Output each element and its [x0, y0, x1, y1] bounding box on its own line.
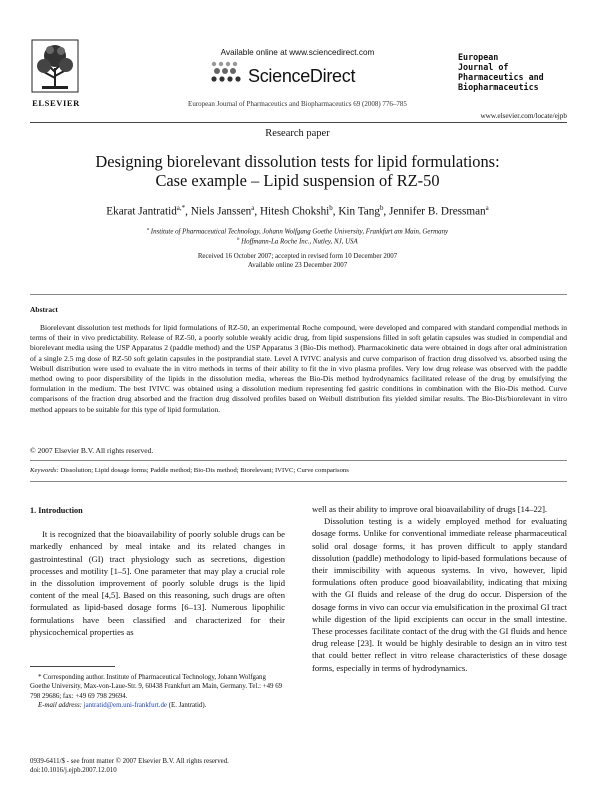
body-paragraph: Dissolution testing is a widely employed method for evaluating dosage forms. Unlike for conventional immediate release pharmaceutical solid oral dosage forms, it has proven difficult to apply standard dissolution (paddle) methodology to lipid-based formulations because of their immiscibility with aqueous systems. In vivo, however, lipid formulations often produce good bioavailability, indicating that mixing with the GI fluids and release of the drug do occur. Dispersion of the dosage forms in vivo can occur via emulsification in the proximal GI tract while digestion of the lipid excipients can occur in the small intestine. These processes facilitate contact of the drug with the GI fluids and hence drug release [23]. It would be highly desirable to design an in vitro test that could better reflect in vitro release characteristics of these dosage forms, especially in terms of hydrodynamics. [312, 516, 567, 673]
journal-badge-line: Pharmaceutics and [458, 72, 544, 82]
journal-citation: European Journal of Pharmaceutics and Biopharmaceutics 69 (2008) 776–785 [188, 100, 407, 108]
author-name[interactable]: Niels Janssen [190, 205, 252, 218]
email-label: E-mail address: [38, 701, 82, 709]
issn-line: 0939-6411/$ - see front matter © 2007 Elsevier B.V. All rights reserved. [30, 758, 229, 765]
author-name[interactable]: Jennifer B. Dressman [389, 205, 486, 218]
received-dates: Received 16 October 2007; accepted in revised form 10 December 2007 [197, 253, 398, 260]
affiliation-mark: a [146, 226, 150, 231]
sciencedirect-logo-text: ScienceDirect [248, 66, 356, 86]
journal-badge-line: Journal of [458, 62, 509, 72]
abstract-top-rule [30, 294, 567, 295]
affiliation-mark: a,* [176, 204, 186, 212]
journal-badge [458, 52, 566, 92]
article-type: Research paper [265, 128, 330, 139]
front-matter [30, 757, 229, 775]
journal-badge-line: European [458, 52, 499, 62]
footnote-rule [30, 666, 115, 667]
body-paragraph: well as their ability to improve oral bioavailability of drugs [14–22]. [312, 504, 548, 514]
keywords-list: Dissolution; Lipid dosage forms; Paddle method; Bio-Dis method; Biorelevant; IVIVC; Curve comparisons [60, 467, 349, 474]
journal-url-link[interactable]: www.elsevier.com/locate/ejpb [480, 112, 567, 120]
available-online-text[interactable]: Available online at www.sciencedirect.com [220, 48, 375, 57]
affiliation [0, 226, 595, 235]
header-divider [30, 122, 567, 123]
affiliation-mark: a [485, 204, 489, 212]
right-column [312, 503, 567, 674]
affiliation-mark: a [251, 204, 255, 212]
title-line: Designing biorelevant dissolution tests for lipid formulations: [95, 152, 500, 171]
article-title [0, 152, 595, 190]
footnote [30, 673, 285, 710]
left-column [30, 505, 285, 638]
doi-link[interactable]: doi:10.1016/j.ejpb.2007.12.010 [30, 767, 117, 775]
email-line [30, 701, 285, 710]
author-name[interactable]: Kin Tang [338, 205, 380, 218]
keywords [30, 467, 567, 474]
corresponding-author-note: * Corresponding author. Institute of Pharmaceutical Technology, Johann Wolfgang Goethe University, Max-von-Laue-Str. 9, 60438 Frankfurt am Main, Germany. Tel.: +49 69 798 29686; fax: +49 69 798 29694. [30, 674, 283, 700]
affiliation [0, 236, 595, 245]
affiliation-text: Hoffmann-La Roche Inc., Nutley, NJ, USA [241, 238, 358, 246]
email-link[interactable]: jantratid@em.uni-frankfurt.de [83, 701, 167, 709]
publisher-name: ELSEVIER [32, 98, 80, 108]
abstract-heading: Abstract [30, 305, 58, 314]
section-heading: 1. Introduction [30, 506, 83, 515]
copyright: © 2007 Elsevier B.V. All rights reserved. [30, 446, 154, 455]
body-paragraph: It is recognized that the bioavailability of poorly soluble drugs can be markedly enhanced by meal intake and its related changes in gastrointestinal (GI) tract physiology such as secretions, digestion processes and motility [1–5]. One parameter that may play a crucial role in the dissolution improvement of poorly soluble drugs is the lipid content of the meal [4,5]. Based on this reasoning, such drugs are often formulated as lipid-based dosage forms [6–13]. Numerous lipophilic formulations have been classified and characterized for their physicochemical properties as [30, 529, 285, 637]
affiliation-mark: b [379, 204, 384, 212]
author-list: Ekarat Jantratid$^{a,*}$, Niels Janssen$^a$, Hitesh Chokshi$^b$, Kin Tang$^b$, Jennifer B. Dressman$^a$ [106, 204, 489, 218]
affiliation-text: Institute of Pharmaceutical Technology, Johann Wolfgang Goethe University, Frankfurt am Main, Germany [150, 228, 449, 236]
author-name[interactable]: Ekarat Jantratid [106, 205, 177, 218]
keywords-rule [30, 460, 567, 461]
abstract-paragraph: Biorelevant dissolution test methods for lipid formulations of RZ-50, an experimental Roche compound, were developed and compared with standard compendial methods in terms of their in vivo predictability. Release of RZ-50, a poorly soluble weakly acidic drug, from lipid suspensions filled in soft gelatin capsules was studied in compendial and biorelevant media using the USP Apparatus 2 (paddle method) and the USP Apparatus 3 (Bio-Dis method). Pharmacokinetic data were obtained in dogs after oral administration of a single 2.5 mg dose of RZ-50 soft gelatin capsules in the postprandial state. Level A IVIVC analysis and curve comparison of fraction drug dissolved vs. absorbed using the Weibull distribution were used to evaluate the in vitro methods in terms of their ability to fit the in vivo plasma profiles. Very low drug release was observed with the paddle method owing to poor dispersibility of the lipids in the dissolution media, whereas the Bio-Dis method hydrodynamics facilitated release of the drug by emulsifying the formulation in the medium. The best IVIVC was obtained using a dissolution medium representing fed gastric conditions in combination with the Bio-Dis method. Curve comparisons of the fraction drug absorbed and the fraction drug dissolved profiles based on Weibull distribution fits yielded similar results. The Bio-Dis/biorelevant in vitro method appears to be suitable for this type of lipid formulation. [30, 323, 567, 414]
body-top-rule [30, 481, 567, 482]
author-name[interactable]: Hitesh Chokshi [259, 205, 330, 218]
email-suffix: (E. Jantratid). [168, 701, 207, 709]
sciencedirect-dots-icon [208, 60, 244, 86]
title-line: Case example – Lipid suspension of RZ-50 [155, 171, 440, 190]
online-date: Available online 23 December 2007 [247, 262, 348, 269]
journal-badge-line: Biopharmaceutics [458, 82, 539, 92]
elsevier-tree-logo [30, 38, 80, 94]
abstract-text [30, 323, 567, 415]
affiliation-mark: b [329, 204, 333, 212]
affiliation-mark: b [237, 236, 240, 241]
keywords-label: Keywords: [30, 467, 59, 474]
